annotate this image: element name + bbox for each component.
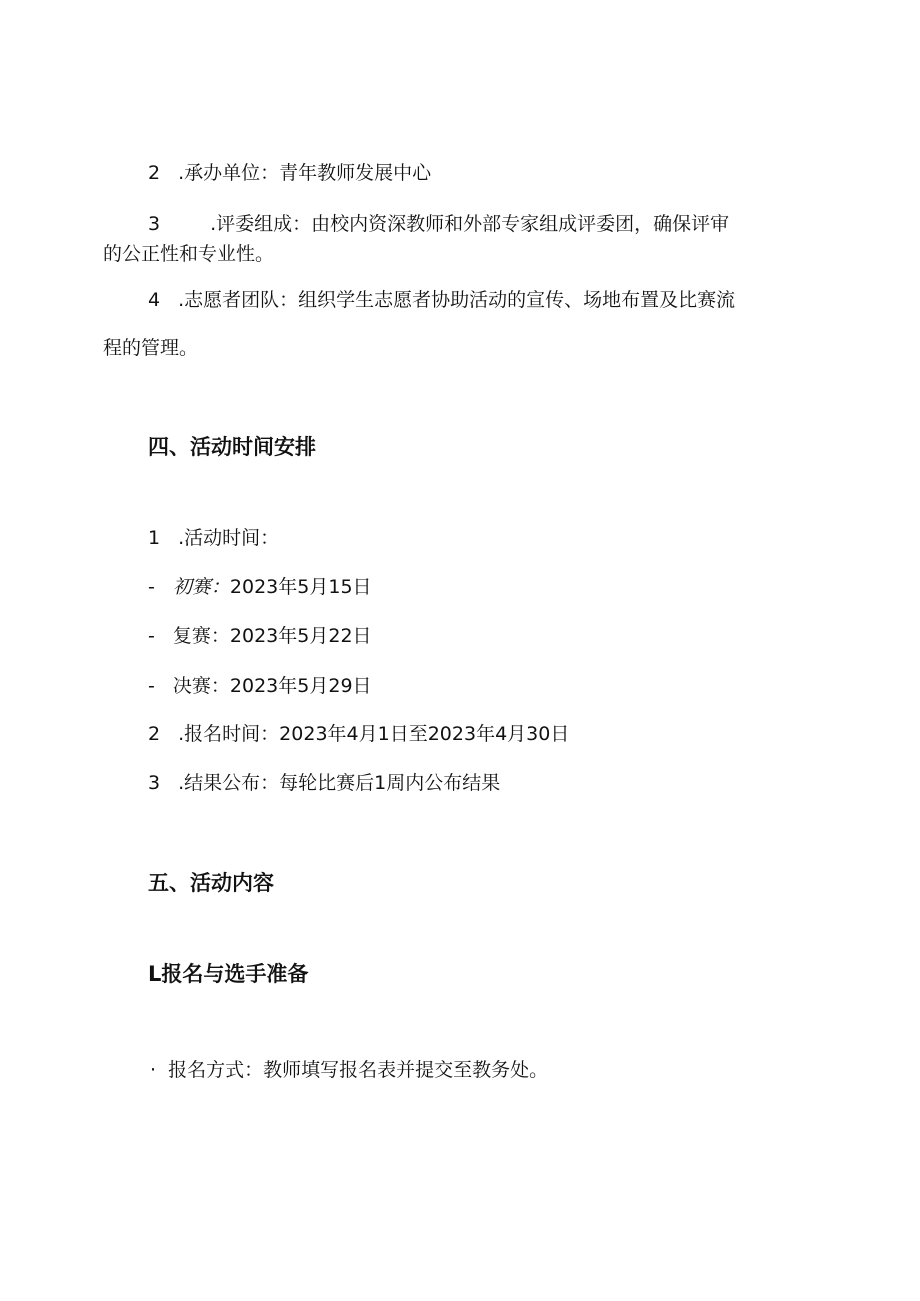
item-text: .承办单位：青年教师发展中心 bbox=[178, 162, 432, 184]
item-text: .志愿者团队：组织学生志愿者协助活动的宣传、场地布置及比赛流 bbox=[178, 289, 736, 311]
volunteers-item bbox=[148, 287, 735, 313]
item-number: 3 bbox=[148, 213, 161, 235]
item-number: 1 bbox=[148, 527, 161, 549]
round-date: 2023年5月15日 bbox=[229, 576, 372, 598]
item-text: .评委组成：由校内资深教师和外部专家组成评委团，确保评审 bbox=[210, 213, 730, 235]
round-date: 2023年5月29日 bbox=[229, 675, 372, 697]
item-text: .活动时间： bbox=[178, 527, 280, 549]
dash-mark: - bbox=[148, 675, 155, 697]
round-label: 决赛： bbox=[172, 675, 230, 697]
dash-mark: - bbox=[148, 576, 155, 598]
round-semifinal bbox=[148, 623, 372, 649]
bullet-text: 报名方式：教师填写报名表并提交至教务处。 bbox=[168, 1059, 549, 1081]
schedule-item-results bbox=[148, 770, 500, 796]
round-date: 2023年5月22日 bbox=[229, 625, 372, 647]
item-number: 4 bbox=[148, 289, 161, 311]
round-label: 初赛： bbox=[172, 576, 230, 598]
dash-mark: - bbox=[148, 625, 155, 647]
item-text: .结果公布：每轮比赛后1周内公布结果 bbox=[178, 772, 501, 794]
schedule-item-registration bbox=[148, 721, 569, 747]
round-preliminary bbox=[148, 574, 372, 600]
section-heading-content: 五、活动内容 bbox=[148, 871, 274, 895]
volunteers-item-continuation: 程的管理。 bbox=[103, 337, 199, 359]
schedule-item-activity-time bbox=[148, 525, 279, 551]
item-number: 3 bbox=[148, 772, 161, 794]
organizer-item bbox=[148, 160, 431, 186]
round-final bbox=[148, 673, 372, 699]
item-text: .报名时间：2023年4月1日至2023年4月30日 bbox=[178, 723, 570, 745]
bullet-mark: · bbox=[150, 1059, 157, 1081]
item-number: 2 bbox=[148, 723, 161, 745]
subsection-heading-registration: L报名与选手准备 bbox=[148, 962, 309, 986]
round-label: 复赛： bbox=[172, 625, 230, 647]
item-number: 2 bbox=[148, 162, 161, 184]
judges-item-continuation: 的公正性和专业性。 bbox=[103, 243, 275, 265]
judges-item bbox=[148, 211, 729, 237]
section-heading-schedule: 四、活动时间安排 bbox=[148, 435, 316, 459]
bullet-item-registration-method bbox=[150, 1057, 548, 1083]
